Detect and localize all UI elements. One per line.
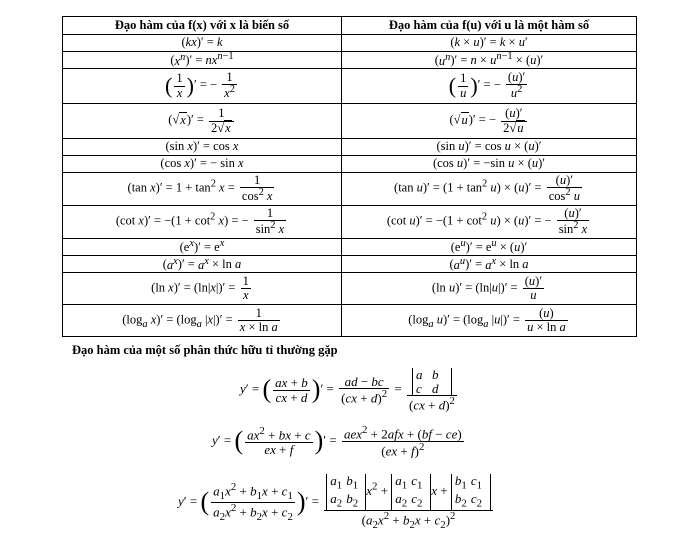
formula-quadratic-over-quadratic: y′ = ( $\frac{a_1x^2 + b_1x + c_1}{a_2x^2 + b_2x + c_2}$ )′ = $a_1$ $b_1$ $a_2$ $b_2$ $x^2$ + $a_1$ $c_1$ $a_2$ $c_2$ x + $b_1$ $c_1$ $b_2$ $c_2$ $(a_2x^2 + b_2x + c_2)^2$ [178, 474, 495, 531]
formula-cell: (ln u)′ = (ln|u|)′ = $\frac{(u)'}{u}$ [342, 273, 637, 305]
formula-cell: (kx)′ = k [63, 35, 342, 52]
formula-cell: ($\log_a$ $u)' = (\log_a$ |u|)′ = $\frac{(u)}{\text{u × ln a}}$ [342, 305, 637, 337]
header-function: Đạo hàm của f(u) với u là một hàm số [342, 17, 637, 35]
formula-cell: (sin x)′ = cos x [63, 139, 342, 156]
section-title: Đạo hàm của một số phân thức hữu tỉ thường gặp [72, 343, 338, 357]
formula-cell: $(a^x)' = a^x \times \ln a$ [63, 256, 342, 273]
formula-cell: (tan $u)' = (1 + \tan^2 u) \times (u)'$ = $\frac{(u)'}{\cos^2 u}$ [342, 173, 637, 206]
formula-cell: (tan $x)' = 1 + \tan^2 x$ = $\frac{1}{\cos^2 x}$ [63, 173, 342, 206]
formula-cell: (√u)′ = − $\frac{(u)'}{2√u}$ [342, 104, 637, 139]
formula-cell: ( $\frac{1}{x}$ )′ = − $\frac{1}{x^2}$ [63, 69, 342, 104]
formula-cell: (cot $u)' = -(1 + \cot^2 u) \times (u)'$ = − $\frac{(u)'}{\sin^2 x}$ [342, 206, 637, 239]
formula-cell: (ln x)′ = (ln|x|)′ = $\frac{1}{x}$ [63, 273, 342, 305]
formula-cell: (√x)′ = $\frac{1}{2√x}$ [63, 104, 342, 139]
formula-cell: $(x^n)' = nx^{n-1}$ [63, 52, 342, 69]
formula-cell: $(a^u)' = a^x \times \ln a$ [342, 256, 637, 273]
formula-cell: $(e^u)' = e^u \times (u)'$ [342, 239, 637, 256]
formula-cell: $(u^n)' = n \times u^{n-1} \times (u)'$ [342, 52, 637, 69]
formula-linear-fraction: y′ = ( $\frac{ax + b}{cx + d}$ )′ = $\frac{ad - bc}{(cx + d)^2}$ = a b c d (cx + d)$^2$ [240, 367, 455, 413]
formula-cell: (k × u)′ = k × u′ [342, 35, 637, 52]
formula-cell: ( $\frac{1}{u}$ )′ = − $\frac{(u)'}{u^2}$ [342, 69, 637, 104]
derivative-table [62, 16, 637, 337]
header-variable: Đạo hàm của f(x) với x là biến số [63, 17, 342, 35]
formula-cell: (cos u)′ = −sin u × (u)′ [342, 156, 637, 173]
formula-cell: (sin u)′ = cos u × (u)′ [342, 139, 637, 156]
formula-cell: $(e^x)' = e^x$ [63, 239, 342, 256]
formula-cell: (cot $x)' = -(1 + \cot^2 x)$ = − $\frac{1}{\sin^2 x}$ [63, 206, 342, 239]
formula-cell: (cos x)′ = − sin x [63, 156, 342, 173]
formula-cell: ($\log_a$ $x)' = (\log_a$ |x|)′ = $\frac{1}{\text{x × ln a}}$ [63, 305, 342, 337]
formula-quadratic-over-linear: y′ = ( $\frac{ax^2 + bx + c}{ex + f}$ )′ = $\frac{aex^2 + 2afx + (bf - ce)}{(ex + f)^2}$ [212, 424, 462, 459]
